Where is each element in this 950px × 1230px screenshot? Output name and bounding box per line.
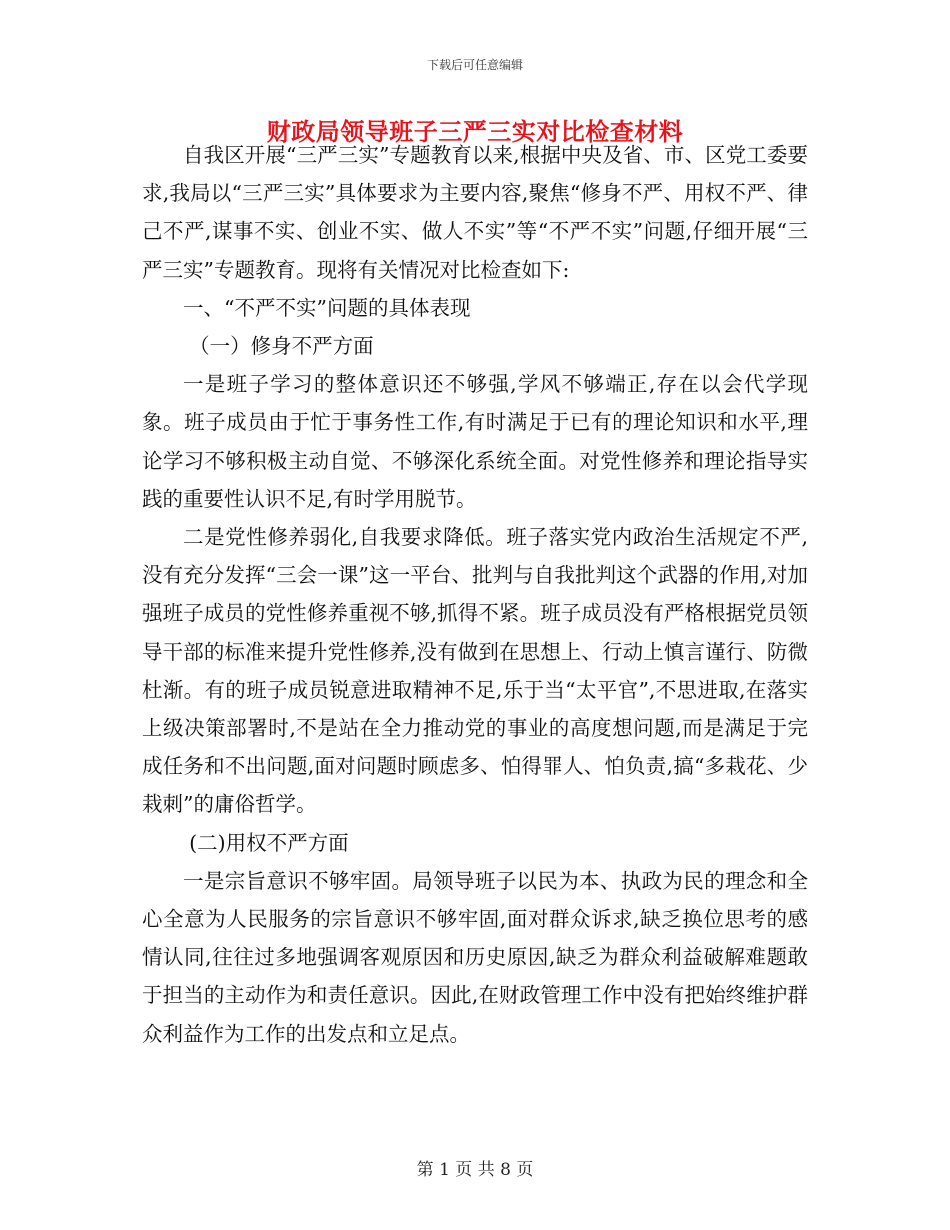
subsection-heading-1: （一）修身不严方面	[189, 334, 374, 359]
paragraph-study: 一是班子学习的整体意识还不够强,学风不够端正,存在以会代学现象。班子成员由于忙于事务性工作,有时满足于已有的理论知识和水平,理论学习不够积极主动自觉、不够深化系统全面。对党性修养和理论指导实践的重要性认识不足,有时学用脱节。	[142, 372, 808, 511]
paragraph-party-spirit: 二是党性修养弱化,自我要求降低。班子落实党内政治生活规定不严,没有充分发挥“三会一课”这一平台、批判与自我批判这个武器的作用,对加强班子成员的党性修养重视不够,抓得不紧。班子成员没有严格根据党员领导干部的标准来提升党性修养,没有做到在思想上、行动上慎言谨行、防微杜渐。有的班子成员锐意进取精神不足,乐于当“太平官”,不思进取,在落实上级决策部署时,不是站在全力推动党的事业的高度想问题,而是满足于完成任务和不出问题,面对问题时顾虑多、怕得罪人、怕负责,搞“多栽花、少栽刺”的庸俗哲学。	[142, 525, 808, 817]
section-heading-1: 一、“不严不实”问题的具体表现	[183, 295, 471, 320]
document-title: 财政局领导班子三严三实对比检查材料	[266, 118, 684, 146]
subsection-heading-2: (二)用权不严方面	[189, 830, 349, 855]
header-note: 下载后可任意编辑	[426, 58, 523, 72]
document-body	[142, 136, 808, 1053]
paragraph-intro: 自我区开展“三严三实”专题教育以来,根据中央及省、市、区党工委要求,我局以“三严三实”具体要求为主要内容,聚焦“修身不严、用权不严、律己不严,谋事不实、创业不实、做人不实”等“不严不实”问题,仔细开展“三严三实”专题教育。现将有关情况对比检查如下:	[142, 143, 808, 282]
page-number-footer: 第 1 页 共 8 页	[416, 1160, 534, 1180]
paragraph-purpose: 一是宗旨意识不够牢固。局领导班子以民为本、执政为民的理念和全心全意为人民服务的宗旨意识不够牢固,面对群众诉求,缺乏换位思考的感情认同,往往过多地强调客观原因和历史原因,缺乏为群众利益破解难题敢于担当的主动作为和责任意识。因此,在财政管理工作中没有把始终维护群众利益作为工作的出发点和立足点。	[142, 868, 808, 1046]
